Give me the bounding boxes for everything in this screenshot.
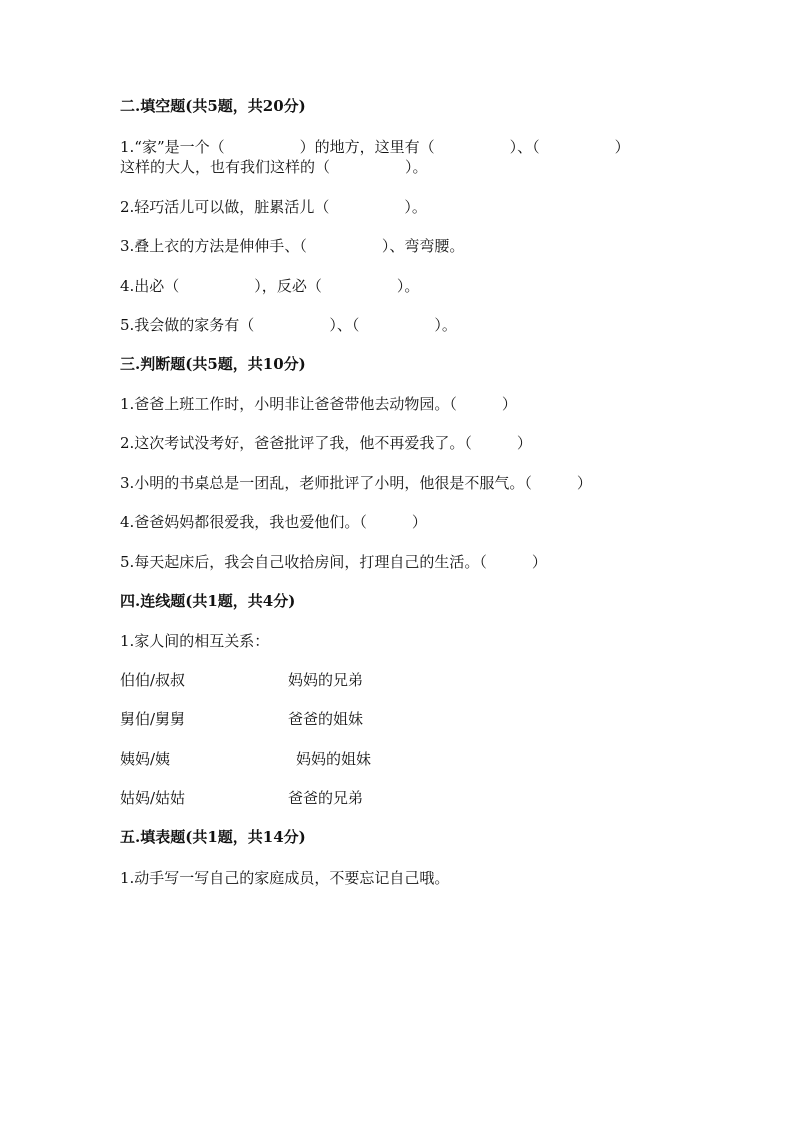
s3-question-4: 4.爸爸妈妈都很爱我，我也爱他们。（ ） (120, 513, 427, 531)
match-right-2: 爸爸的姐妹 (288, 710, 364, 728)
s2-question-5: 5.我会做的家务有（ ）、（ ）。 (120, 316, 457, 334)
match-left-3: 姨妈/姨 (120, 750, 171, 768)
s3-question-2: 2.这次考试没考好，爸爸批评了我，他不再爱我了。（ ） (120, 434, 532, 452)
match-left-1: 伯伯/叔叔 (120, 671, 186, 689)
section-2-title: 二.填空题(共5题，共20分) (120, 97, 306, 115)
s3-question-5: 5.每天起床后，我会自己收拾房间，打理自己的生活。（ ） (120, 553, 547, 571)
s2-question-1-line-2: 这样的大人，也有我们这样的（ ）。 (120, 158, 428, 176)
section-4-title: 四.连线题(共1题，共4分) (120, 592, 296, 610)
match-right-3: 妈妈的姐妹 (296, 750, 372, 768)
s2-question-2: 2.轻巧活儿可以做，脏累活儿（ ）。 (120, 198, 427, 216)
s5-question-1: 1.动手写一写自己的家庭成员，不要忘记自己哦。 (120, 869, 450, 887)
match-left-4: 姑妈/姑姑 (120, 789, 186, 807)
s2-question-1-line-1: 1.“家”是一个（ ）的地方，这里有（ ）、（ ） (120, 138, 630, 156)
s3-question-3: 3.小明的书桌总是一团乱，老师批评了小明，他很是不服气。（ ） (120, 474, 592, 492)
section-3-title: 三.判断题(共5题，共10分) (120, 355, 306, 373)
s2-question-3: 3.叠上衣的方法是伸伸手、（ ）、弯弯腰。 (120, 237, 465, 255)
s4-question-1: 1.家人间的相互关系： (120, 632, 270, 650)
s2-question-4: 4.出必（ ），反必（ ）。 (120, 277, 420, 295)
section-5-title: 五.填表题(共1题，共14分) (120, 828, 306, 846)
s3-question-1: 1.爸爸上班工作时，小明非让爸爸带他去动物园。（ ） (120, 395, 517, 413)
match-left-2: 舅伯/舅舅 (120, 710, 186, 728)
match-right-4: 爸爸的兄弟 (288, 789, 364, 807)
match-right-1: 妈妈的兄弟 (288, 671, 364, 689)
